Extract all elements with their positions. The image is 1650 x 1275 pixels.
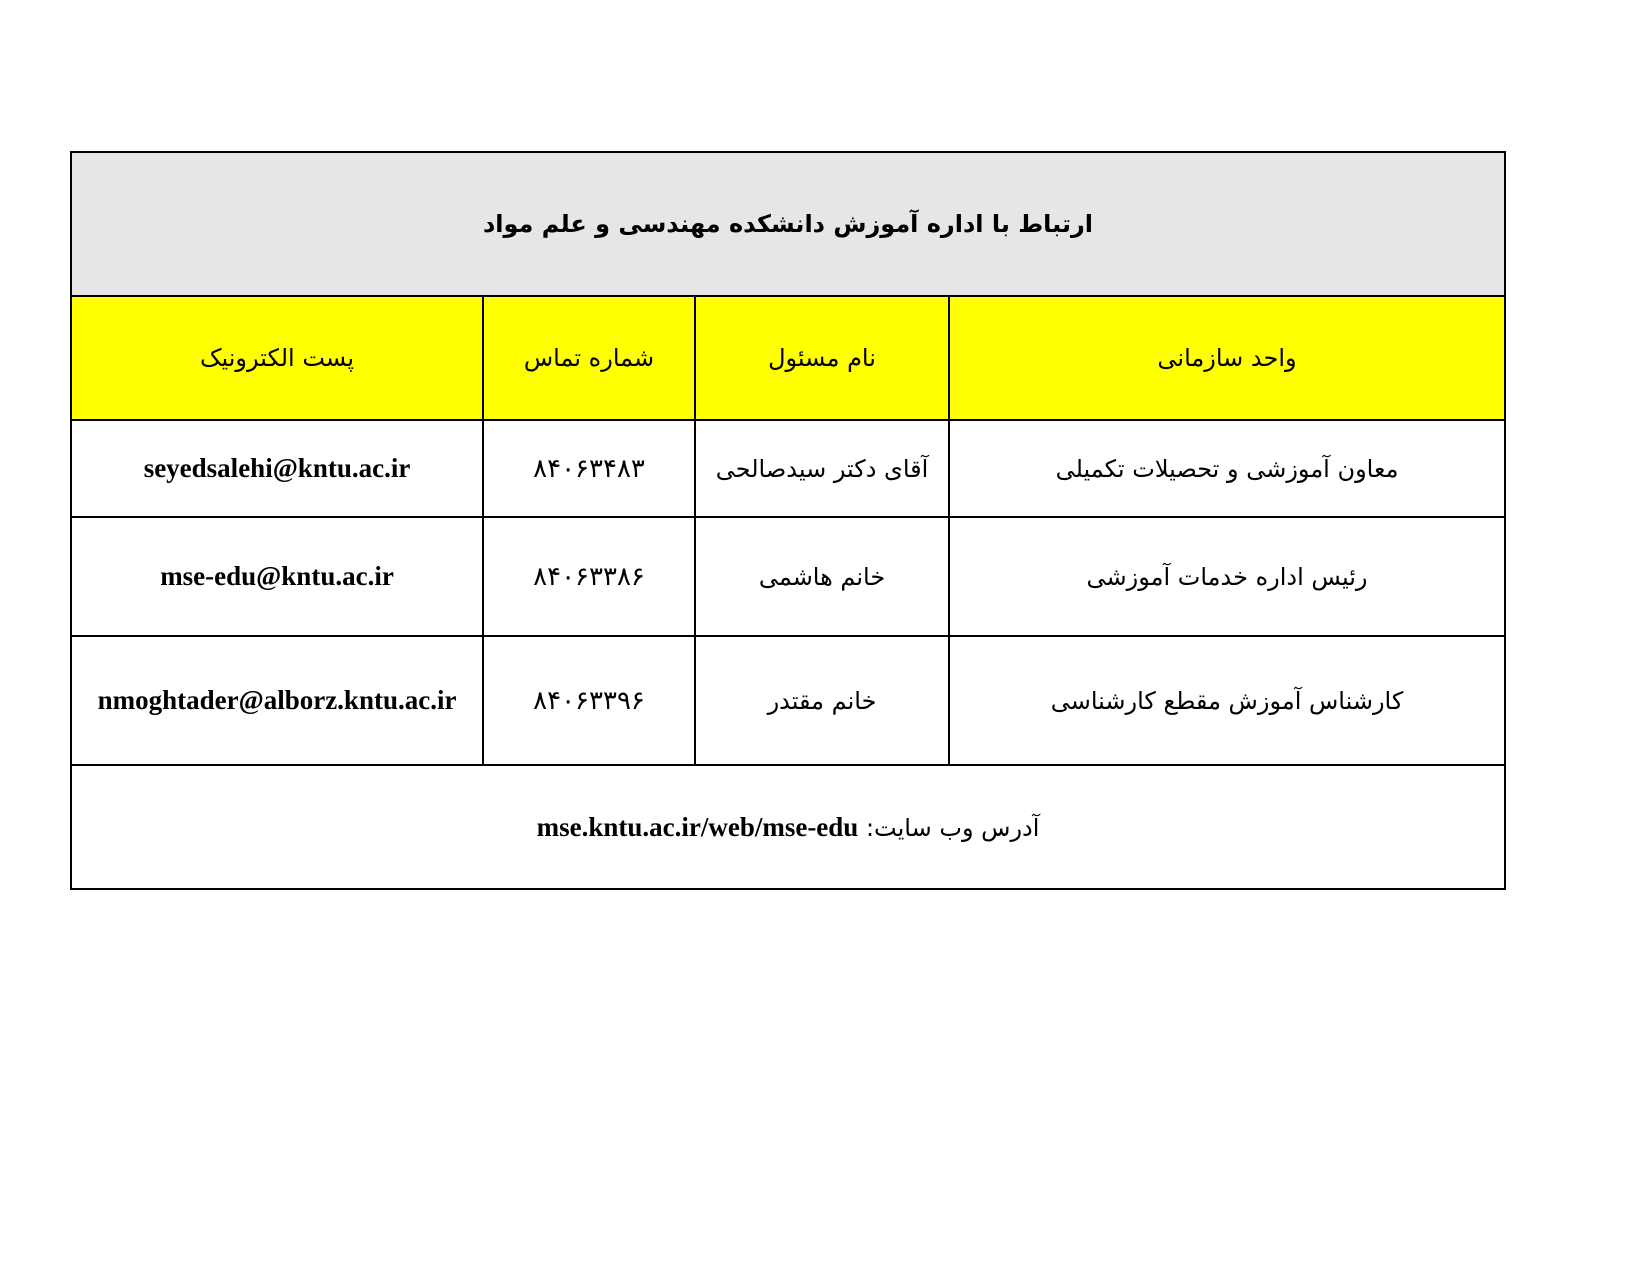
table-row — [71, 636, 1505, 765]
unit-cell: کارشناس آموزش مقطع کارشناسی — [949, 636, 1505, 765]
email-cell: nmoghtader@alborz.kntu.ac.ir — [71, 636, 483, 765]
website-label: آدرس وب سایت: — [865, 813, 1040, 842]
table-row — [71, 420, 1505, 517]
name-cell: خانم مقتدر — [695, 636, 949, 765]
footer-row — [71, 765, 1505, 889]
website-url[interactable]: mse.kntu.ac.ir/web/mse-edu — [536, 811, 859, 842]
header-name: نام مسئول — [695, 296, 949, 420]
table-title: ارتباط با اداره آموزش دانشکده مهندسی و علم مواد — [71, 152, 1505, 296]
header-unit: واحد سازمانی — [949, 296, 1505, 420]
email-cell: seyedsalehi@kntu.ac.ir — [71, 420, 483, 517]
header-email: پست الکترونیک — [71, 296, 483, 420]
footer-cell — [71, 765, 1505, 889]
title-row — [71, 152, 1505, 296]
unit-cell: رئیس اداره خدمات آموزشی — [949, 517, 1505, 636]
phone-cell: ۸۴۰۶۳۳۸۶ — [483, 517, 695, 636]
name-cell: خانم هاشمی — [695, 517, 949, 636]
header-row — [71, 296, 1505, 420]
name-cell: آقای دکتر سیدصالحی — [695, 420, 949, 517]
header-phone: شماره تماس — [483, 296, 695, 420]
table-row — [71, 517, 1505, 636]
phone-cell: ۸۴۰۶۳۴۸۳ — [483, 420, 695, 517]
email-cell: mse-edu@kntu.ac.ir — [71, 517, 483, 636]
phone-cell: ۸۴۰۶۳۳۹۶ — [483, 636, 695, 765]
website-line — [537, 812, 1040, 843]
unit-cell: معاون آموزشی و تحصیلات تکمیلی — [949, 420, 1505, 517]
contact-table — [70, 151, 1506, 890]
